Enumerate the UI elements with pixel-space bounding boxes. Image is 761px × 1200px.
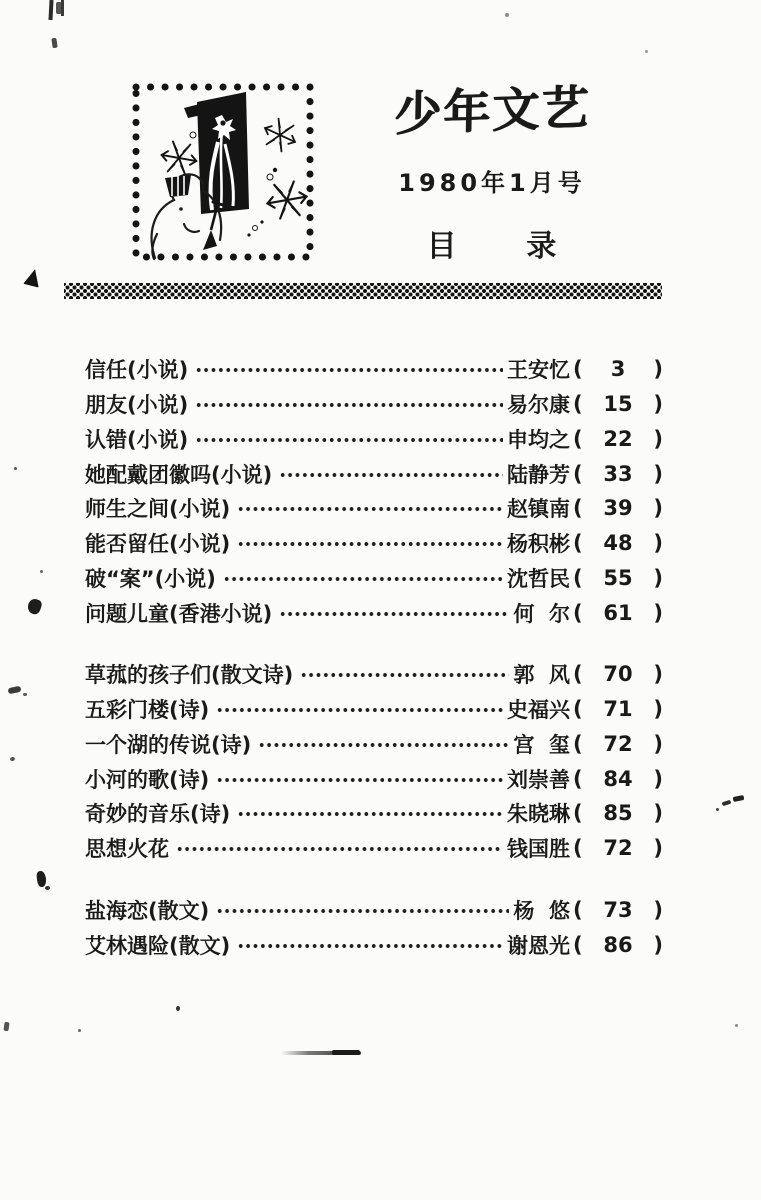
toc-entry-author: 易尔康 [507,393,570,418]
scan-artifact [23,693,27,696]
toc-entry-author: 宫 玺 [513,732,570,757]
paren-close-char: ) [653,426,663,451]
paren-open-char: ( [573,496,583,521]
paren-open-char: ( [573,897,583,922]
paren-open-char: ( [573,392,583,417]
paren-close-char: ) [653,836,663,861]
page-number: 61 [603,600,633,625]
toc-entry [85,456,663,491]
contents-heading: 目 录 [426,229,558,264]
dot-leader [216,774,503,786]
dot-leader [237,503,503,515]
scan-artifact [176,1006,180,1011]
toc-group-2 [85,657,663,866]
dot-leader [237,940,503,952]
dot-leader [195,364,503,376]
page-number: 3 [610,357,626,382]
toc-entry-title: 能否留任(小说) [85,532,231,557]
scan-artifact [26,597,43,615]
cover-illustration-box [127,78,319,266]
cover-illustration [127,78,319,266]
page-number: 22 [603,426,633,451]
page-number: 73 [603,897,633,922]
scan-artifact [735,1024,738,1027]
toc-entry [85,561,663,596]
toc-entry-page [573,531,663,555]
paren-close-char: ) [653,731,663,756]
scan-artifact [40,570,43,573]
paren-close-char: ) [653,697,663,722]
toc-entry-author: 何 尔 [513,601,570,626]
scan-artifact [14,467,17,470]
toc-entry-title: 五彩门楼(诗) [85,698,210,723]
page-number: 72 [603,836,633,861]
scan-artifact [733,795,745,802]
dot-leader [258,739,509,751]
toc-entry-page [573,427,663,451]
scan-artifact [3,1022,9,1032]
toc-entry-page [573,566,663,590]
scan-artifact [23,267,43,287]
toc-group-1 [85,352,663,630]
toc-entry-page [573,601,663,625]
toc-list [85,352,663,989]
toc-entry-author: 赵镇南 [507,497,570,522]
scan-artifact [505,13,509,17]
paren-open-char: ( [573,426,583,451]
dot-leader [216,704,503,716]
dot-leader [223,573,503,585]
paren-open-char: ( [573,357,583,382]
scan-artifact [51,38,57,49]
toc-entry-page [573,801,663,825]
paren-open-char: ( [573,836,583,861]
toc-entry [85,595,663,630]
scan-artifact [36,870,47,887]
paren-open-char: ( [573,932,583,957]
scan-artifact [78,1029,81,1032]
halftone-divider [64,283,662,299]
toc-entry-page [573,462,663,486]
page-number: 72 [603,731,633,756]
scan-artifact [48,0,53,20]
dot-leader [237,538,503,550]
toc-entry-title: 师生之间(小说) [85,497,231,522]
toc-entry-title: 朋友(小说) [85,393,189,418]
page-number: 39 [603,496,633,521]
toc-entry [85,526,663,561]
toc-entry-author: 刘崇善 [507,767,570,792]
toc-entry [85,387,663,422]
toc-entry-title: 问题儿童(香港小说) [85,601,273,626]
toc-entry-page [573,898,663,922]
toc-entry-title: 信任(小说) [85,358,189,383]
toc-entry [85,692,663,727]
toc-entry-author: 王安忆 [507,358,570,383]
toc-entry-author: 钱国胜 [507,837,570,862]
scan-artifact [332,1050,360,1055]
scan-artifact [45,886,50,890]
dot-leader [176,843,503,855]
toc-entry-page [573,836,663,860]
scan-artifact [716,808,719,811]
dot-leader [300,669,509,681]
paren-close-char: ) [653,565,663,590]
toc-entry-title: 思想火花 [85,837,169,862]
paren-open-char: ( [573,801,583,826]
toc-entry-title: 草菰的孩子们(散文诗) [85,663,294,688]
page-number: 15 [603,392,633,417]
paren-close-char: ) [653,897,663,922]
toc-entry-author: 沈哲民 [507,566,570,591]
scan-artifact [61,0,64,16]
paren-close-char: ) [653,531,663,556]
page-number: 86 [603,932,633,957]
toc-entry [85,727,663,762]
dot-leader [195,399,503,411]
paren-close-char: ) [653,496,663,521]
paren-open-char: ( [573,766,583,791]
page-number: 84 [603,766,633,791]
toc-entry-title: 奇妙的音乐(诗) [85,802,231,827]
dot-leader [279,608,509,620]
toc-entry [85,422,663,457]
toc-entry-title: 艾林遇险(散文) [85,933,231,958]
paren-open-char: ( [573,731,583,756]
toc-entry [85,893,663,928]
dot-leader [237,808,503,820]
paren-close-char: ) [653,392,663,417]
paren-open-char: ( [573,697,583,722]
page-number: 33 [603,461,633,486]
toc-entry-author: 郭 风 [513,663,570,688]
toc-entry-title: 认错(小说) [85,427,189,452]
dot-leader [195,434,503,446]
issue-line: 1980年1月号 [398,169,586,197]
toc-entry [85,491,663,526]
paren-open-char: ( [573,531,583,556]
dot-leader [279,469,503,481]
toc-entry-author: 申均之 [507,427,570,452]
snowflake-icon [259,115,301,155]
paren-close-char: ) [653,461,663,486]
toc-entry-author: 杨积彬 [507,532,570,557]
paren-close-char: ) [653,932,663,957]
toc-entry [85,831,663,866]
toc-entry-page [573,496,663,520]
page-number: 85 [603,801,633,826]
toc-entry-page [573,933,663,957]
toc-entry-title: 破“案”(小说) [85,566,216,591]
toc-entry-page [573,697,663,721]
toc-entry-title: 一个湖的传说(诗) [85,732,252,757]
toc-entry-title: 盐海恋(散文) [85,898,210,923]
striped-cap-icon [165,175,191,197]
paren-open-char: ( [573,600,583,625]
page-number: 48 [603,531,633,556]
toc-entry-author: 杨 悠 [513,898,570,923]
paren-close-char: ) [653,766,663,791]
scan-artifact [722,800,732,807]
page-number: 55 [603,565,633,590]
toc-entry [85,927,663,962]
paren-open-char: ( [573,565,583,590]
toc-entry-page [573,662,663,686]
toc-entry-author: 史福兴 [507,698,570,723]
paren-close-char: ) [653,600,663,625]
toc-entry [85,657,663,692]
numeral-1-banner [184,92,249,214]
paren-close-char: ) [653,357,663,382]
paren-open-char: ( [573,461,583,486]
toc-entry-author: 陆静芳 [507,462,570,487]
toc-entry-title: 小河的歌(诗) [85,767,210,792]
scan-artifact [9,756,15,761]
header [384,80,600,264]
paren-close-char: ) [653,801,663,826]
scan-artifact [8,686,22,695]
toc-entry [85,796,663,831]
page-number: 71 [603,697,633,722]
toc-entry-author: 谢恩光 [507,933,570,958]
toc-entry-page [573,357,663,381]
dot-leader [216,905,509,917]
paren-open-char: ( [573,662,583,687]
snowflake-icon [159,140,199,176]
toc-entry-author: 朱晓琳 [507,802,570,827]
toc-entry [85,761,663,796]
toc-entry [85,352,663,387]
toc-entry-title: 她配戴团徽吗(小说) [85,462,273,487]
toc-entry-page [573,392,663,416]
snowflake-icon [265,180,310,221]
paren-close-char: ) [653,662,663,687]
toc-group-3 [85,893,663,963]
journal-title: 少年文艺 [393,80,591,143]
toc-entry-page [573,732,663,756]
scan-artifact [645,50,648,53]
page-number: 70 [603,662,633,687]
toc-entry-page [573,767,663,791]
